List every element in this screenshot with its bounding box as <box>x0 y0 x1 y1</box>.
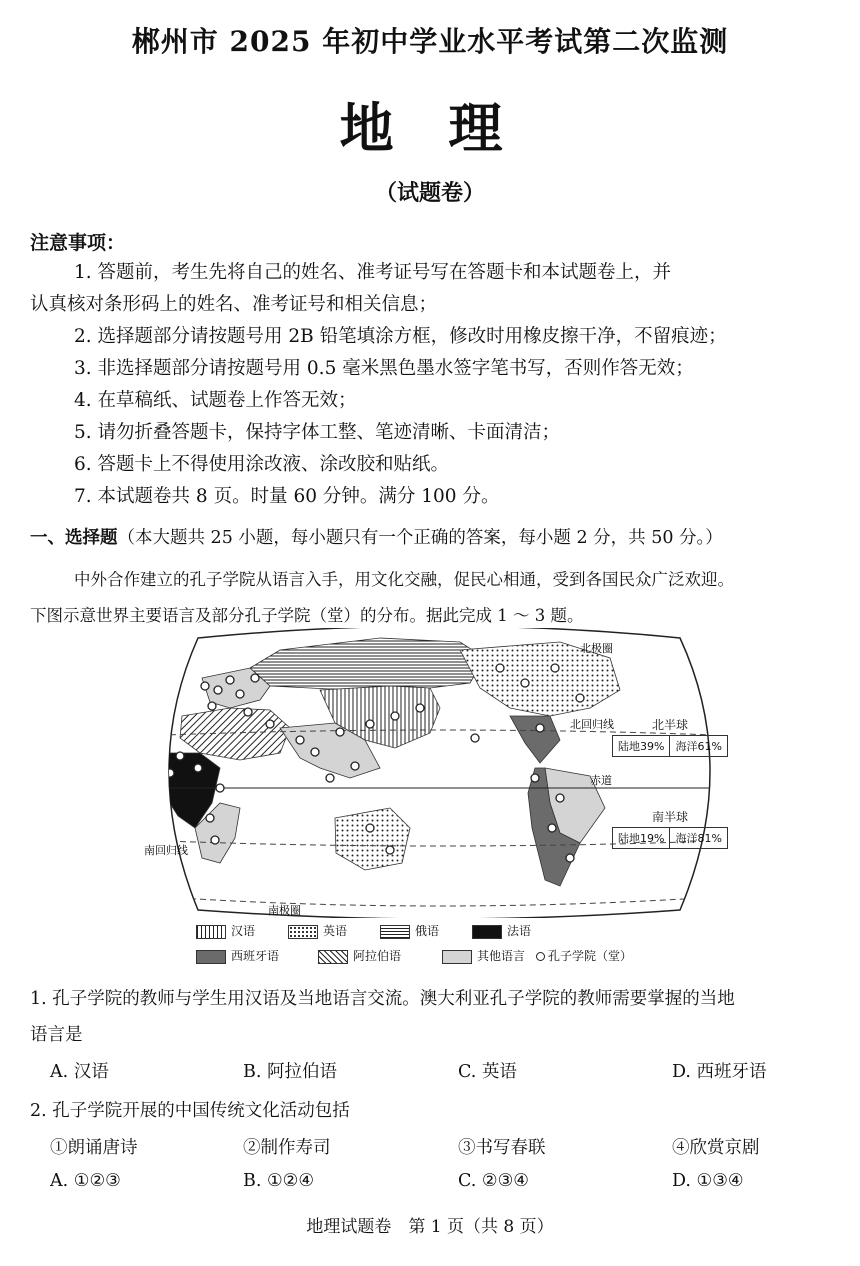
legend-label: 西班牙语 <box>231 949 280 963</box>
confucius-dot <box>206 814 214 822</box>
legend-spanish <box>196 947 279 965</box>
confucius-dot <box>201 682 209 690</box>
note-item: 5. 请勿折叠答题卡，保持字体工整、笔迹清晰、卡面清洁； <box>74 422 561 443</box>
confucius-dot <box>471 734 479 742</box>
note-item: 2. 选择题部分请按题号用 2B 铅笔填涂方框，修改时用橡皮擦干净，不留痕迹； <box>74 326 727 347</box>
section-title-label: 一、选择题 <box>30 528 118 548</box>
confucius-dot <box>351 762 359 770</box>
intro-line: 下图示意世界主要语言及部分孔子学院（堂）的分布。据此完成 1 ～ 3 题。 <box>30 606 584 625</box>
north-hemisphere-title: 北半球 <box>651 718 688 732</box>
confucius-dot <box>416 704 424 712</box>
q2-item-3: ③书写春联 <box>458 1138 546 1158</box>
confucius-dot <box>236 690 244 698</box>
legend-label: 阿拉伯语 <box>353 949 402 963</box>
confucius-dot <box>214 686 222 694</box>
south-pole-label: 南极圈 <box>268 904 301 917</box>
confucius-dot <box>194 764 202 772</box>
spanish-swatch <box>196 950 226 964</box>
confucius-dot <box>216 784 224 792</box>
q2-option-c[interactable]: C. ②③④ <box>458 1171 529 1191</box>
legend-arabic <box>318 947 401 965</box>
confucius-dot <box>386 846 394 854</box>
legend-label: 汉语 <box>231 924 256 938</box>
world-language-map <box>140 628 740 918</box>
q2-option-a[interactable]: A. ①②③ <box>50 1171 121 1191</box>
legend-label: 其他语言 <box>477 949 526 963</box>
confucius-dot <box>536 724 544 732</box>
intro-line: 中外合作建立的孔子学院从语言入手，用文化交融，促民心相通，受到各国民众广泛欢迎。 <box>74 570 734 589</box>
map-legend <box>196 920 656 968</box>
english-swatch <box>288 925 318 939</box>
south-ocean-ratio: 海洋81% <box>669 828 726 848</box>
note-item: 7. 本试题卷共 8 页。时量 60 分钟。满分 100 分。 <box>74 486 500 507</box>
note-item: 4. 在草稿纸、试题卷上作答无效； <box>74 390 357 411</box>
south-land-ratio: 陆地19% <box>618 832 665 845</box>
legend-other <box>442 947 525 965</box>
q1-option-d[interactable]: D. 西班牙语 <box>672 1062 767 1082</box>
confucius-dot <box>208 702 216 710</box>
confucius-dot <box>326 774 334 782</box>
confucius-dot <box>551 664 559 672</box>
confucius-dot <box>548 824 556 832</box>
french-swatch <box>472 925 502 939</box>
q2-item-4: ④欣赏京剧 <box>672 1138 760 1158</box>
north-pole-label: 北极圈 <box>580 642 613 655</box>
legend-confucius <box>536 947 632 965</box>
confucius-dot <box>391 712 399 720</box>
confucius-dot <box>244 708 252 716</box>
confucius-dot <box>211 836 219 844</box>
confucius-dot <box>521 679 529 687</box>
q1-option-a[interactable]: A. 汉语 <box>50 1062 109 1082</box>
other-swatch <box>442 950 472 964</box>
section-desc: （本大题共 25 小题，每小题只有一个正确的答案，每小题 2 分，共 50 分。） <box>117 528 723 548</box>
confucius-dot <box>556 794 564 802</box>
exam-title: 郴州市 2025 年初中学业水平考试第二次监测 <box>131 25 729 58</box>
tropic-cancer-label: 北回归线 <box>570 718 614 731</box>
north-hemisphere-box <box>612 716 728 757</box>
notes-heading: 注意事项： <box>30 232 126 254</box>
russian-swatch <box>380 925 410 939</box>
legend-english <box>288 922 347 940</box>
confucius-dot <box>366 720 374 728</box>
south-hemisphere-title: 南半球 <box>651 810 688 824</box>
q2-item-1: ①朗诵唐诗 <box>50 1138 138 1158</box>
legend-label: 孔子学院（堂） <box>548 949 633 963</box>
question-2-stem: 2. 孔子学院开展的中国传统文化活动包括 <box>30 1101 350 1121</box>
confucius-dot <box>226 676 234 684</box>
confucius-dot <box>496 664 504 672</box>
south-hemisphere-box <box>612 808 728 849</box>
legend-russian <box>380 922 439 940</box>
arabic-swatch <box>318 950 348 964</box>
note-item: 认真核对条形码上的姓名、准考证号和相关信息； <box>30 294 438 315</box>
confucius-dot <box>336 728 344 736</box>
confucius-dot <box>176 752 184 760</box>
legend-french <box>472 922 531 940</box>
chinese-swatch <box>196 925 226 939</box>
q1-option-c[interactable]: C. 英语 <box>458 1062 517 1082</box>
legend-chinese <box>196 922 255 940</box>
confucius-dot <box>566 854 574 862</box>
subject-title: 地 理 <box>339 97 521 160</box>
page-footer: 地理试题卷 第 1 页（共 8 页） <box>306 1217 554 1237</box>
section-title <box>30 524 723 549</box>
q2-option-b[interactable]: B. ①②④ <box>243 1171 315 1191</box>
confucius-dot <box>576 694 584 702</box>
confucius-dot <box>311 748 319 756</box>
confucius-dot <box>251 674 259 682</box>
north-land-ratio: 陆地39% <box>618 740 665 753</box>
q1-option-b[interactable]: B. 阿拉伯语 <box>243 1062 337 1082</box>
equator-label: 赤道 <box>590 774 612 787</box>
note-item: 6. 答题卡上不得使用涂改液、涂改胶和贴纸。 <box>74 454 450 475</box>
paper-type: （试题卷） <box>374 181 485 206</box>
q2-item-2: ②制作寿司 <box>243 1138 331 1158</box>
confucius-dot <box>166 769 174 777</box>
confucius-dot <box>366 824 374 832</box>
confucius-dot <box>531 774 539 782</box>
note-item: 1. 答题前，考生先将自己的姓名、准考证号写在答题卡和本试题卷上，并 <box>74 262 672 283</box>
confucius-dot <box>296 736 304 744</box>
question-1-stem: 1. 孔子学院的教师与学生用汉语及当地语言交流。澳大利亚孔子学院的教师需要掌握的当地 <box>30 989 735 1009</box>
legend-label: 俄语 <box>415 924 440 938</box>
q2-option-d[interactable]: D. ①③④ <box>672 1171 744 1191</box>
north-ocean-ratio: 海洋61% <box>669 736 726 756</box>
legend-label: 法语 <box>507 924 532 938</box>
confucius-dot-icon <box>536 952 545 961</box>
tropic-capricorn-label: 南回归线 <box>144 844 188 857</box>
note-item: 3. 非选择题部分请按题号用 0.5 毫米黑色墨水签字笔书写，否则作答无效； <box>74 358 694 379</box>
question-1-stem-cont: 语言是 <box>30 1025 83 1045</box>
confucius-dot <box>266 720 274 728</box>
legend-label: 英语 <box>323 924 348 938</box>
